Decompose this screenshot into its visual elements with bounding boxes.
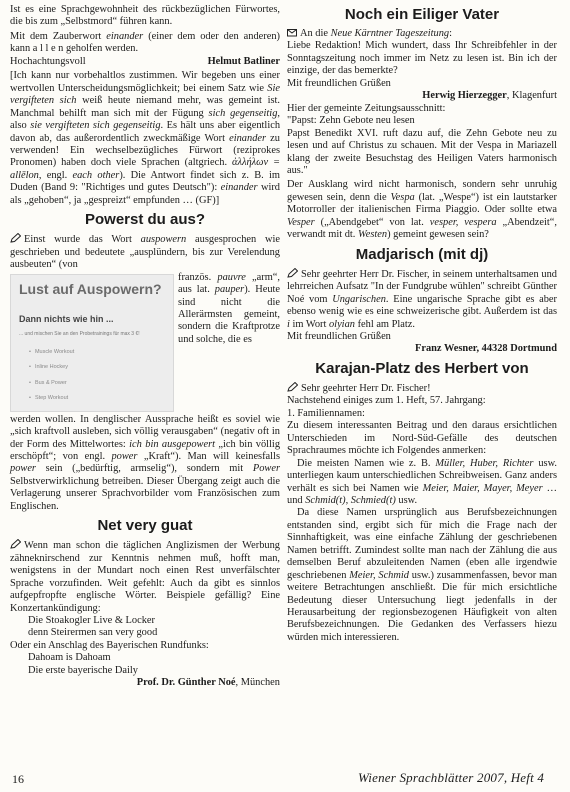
- quote-line: Dahoam is Dahoam: [28, 652, 111, 664]
- ad-title: Lust auf Auspowern?: [19, 280, 162, 297]
- letter-icon: [287, 28, 297, 37]
- paragraph: Hier der gemeinte Zeitungsausschnitt:: [287, 102, 446, 114]
- journal-footer: Wiener Sprachblätter 2007, Heft 4: [358, 770, 545, 785]
- signature: Franz Wesner, 44328 Dortmund: [414, 343, 557, 355]
- paragraph: Mit freundlichen Grüßen: [287, 330, 391, 342]
- paragraph: Da diese Namen ursprünglich aus Berufsbezeichnungen entstanden sind, ergibt sich für mich die Frage nach der Sinnhaftigkeit, was eine einfache Zählung der geschriebenen Namen betrifft. Zumindest sollte man nach der Zählung die aus demselben Beruf abzuleitenden Namen (eben alle irgendwie geschriebenen Meier, Schmid usw.) zusammenfassen, bevor man weitere Betrachtungen anschließt. Die für mich ersichtliche Bedeutung dieser Untersuchung liegt jedenfalls in der Herausarbeitung der regionsbezogenen Häufigkeit von alten Berufsbezeichnungen. Die Gedanken des Verfassers hiezu würden mich interessieren.: [287, 507, 557, 643]
- paragraph: Mit dem Zauberwort einander (einer dem oder den anderen) kann a l l e n geholfen werden.: [10, 30, 280, 55]
- paragraph: Der Ausklang wird nicht harmonisch, sondern sehr unruhig gewesen sein, denn die Vespa (lat. „Wespe“) ist ein lautstarker Motorroller der italienischen Firma Piaggio. Oder sollte etwa Vesper („Abendgebet“ von lat. vesper, vespera „Abendzeit“, verwandt mit dt. Westen) gemeint gewesen sein?: [287, 179, 557, 241]
- paragraph: Die meisten Namen wie z. B. Müller, Huber, Richter usw. unterliegen kaum unterschiedlichen Schreibweisen. Ganz anders verhält es sich bei Namen wie Meier, Maier, Mayer, Meyer … und Schmid(t), Schmied(t) usw.: [287, 457, 558, 506]
- section-heading: Noch ein Eiliger Vater: [344, 6, 500, 23]
- paragraph: Nachstehend einiges zum 1. Heft, 57. Jahrgang:: [287, 395, 486, 407]
- ad-subtitle: Dann nichts wie hin ...: [19, 314, 114, 325]
- pen-icon: [10, 233, 21, 243]
- section-heading: Net very guat: [97, 517, 193, 535]
- editor-comment: [Ich kann nur vorbehaltlos zustimmen. Wir begeben uns einer wertvollen Unterscheidungsmöglichkeit; bei einem Satz wie Sie vergifteten sich weiß heute niemand mehr, was gemeint ist. Manchmal behilft man sich mit der Fügung sich gegenseitig, also sie vergifteten sich gegenseitig. Es hält uns aber eigentlich davon ab, das außerordentlich zweckmäßige Wort einander zu verwenden! Ein wechselbezügliches Fürwort (reziprokes Pronomen) haben doch viele Sprachen (altgriech. ἀλλήλων = allēlon, engl. each other). Die Antwort findet sich z. B. im Duden (Band 9: "Richtiges und gutes Deutsch"): einander wird als „gehoben“, ja „gespreizt“ empfunden … (GF)]: [10, 70, 281, 206]
- section-heading: Madjarisch (mit dj): [355, 245, 489, 263]
- paragraph: Oder ein Anschlag des Bayerischen Rundfunks:: [10, 639, 209, 651]
- ad-list-item: • Bus & Power: [29, 377, 165, 389]
- right-column: [287, 4, 557, 644]
- paragraph: An die Neue Kärntner Tageszeitung:: [287, 28, 557, 40]
- paragraph: französ. pauvre „arm“, aus lat. pauper). Heute sind nicht die Allerärmsten gemeint, sondern die Kraftprotze und solche, die es: [178, 271, 281, 345]
- section-heading: Karajan-Platz des Herbert von: [315, 359, 529, 377]
- quote-line: Die erste bayerische Daily: [28, 664, 138, 676]
- paragraph: Mit freundlichen Grüßen: [287, 77, 391, 89]
- quote-line: denn Steirermen san very good: [28, 627, 158, 639]
- list-heading: 1. Familiennamen:: [287, 407, 365, 419]
- quote-line: "Papst: Zehn Gebote neu lesen: [287, 115, 415, 127]
- paragraph: werden wollen. In denglischer Aussprache heißt es soviel wie „sich kraftvoll ausleben, sich völlig verausgaben“ (negativ oft in der Form des Mittelwortes: ich bin ausgepowert „ich bin völlig erschöpft“; von engl. power „Kraft“). Man will keinesfalls power sein („bedürftig, armselig“), sondern mit Power Selbstverwirklichung betreiben. Dieser Übergang zeigt auch die Verlagerung unserer Sprachvorbilder vom Französischen zum Englischen.: [10, 413, 281, 512]
- pen-icon: [287, 382, 298, 392]
- pen-icon: [10, 539, 21, 549]
- ad-list-item: [29, 408, 165, 412]
- quote-line: Die Stoakogler Live & Locker: [28, 614, 155, 626]
- ad-list-item: • Muscle Workout: [29, 346, 165, 358]
- ad-list-item: • Inline Hockey: [29, 361, 165, 373]
- left-column: [10, 4, 280, 690]
- paragraph: Sehr geehrter Herr Dr. Fischer!: [287, 382, 557, 395]
- paragraph: Zu diesem interessanten Beitrag und den daraus ersichtlichen Unterschieden im Nord-Süd-Gefälle des deutschen Sprachraumes möchte ich Folgendes anmerken:: [287, 420, 557, 457]
- paragraph: Sehr geehrter Herr Dr. Fischer, in seinem unterhaltsamen und lehrreichen Aufsatz "In der Fundgrube wühlen" schreibt Günther Noé vom Ungarischen. Eine ungarische Sprache gibt es aber ebenso wenig wie es eine schweizerische gibt. Außerdem ist das i im Wort olyian fehl am Platz.: [287, 268, 557, 330]
- ad-list-item: • Step Workout: [29, 392, 165, 404]
- signature: Herwig Hierzegger, Klagenfurt: [422, 90, 557, 102]
- ad-wrap: [10, 272, 280, 414]
- ad-small-text: ... und mischen Sie an den Probetrainings für max 3 €!: [19, 330, 140, 337]
- signature: Prof. Dr. Günther Noé, München: [136, 677, 280, 689]
- ad-list: [19, 346, 165, 412]
- paragraph: Ist es eine Sprachgewohnheit des rückbezüglichen Fürwortes, die bis zum „Selbstmord“ führen kann.: [10, 4, 280, 28]
- paragraph: Einst wurde das Wort auspowern ausgesprochen wie geschrieben und bedeutete „ausplündern, bis zur Verelendung ausbeuten“ (von: [10, 234, 280, 271]
- paragraph: Papst Benedikt XVI. ruft dazu auf, die Zehn Gebote neu zu lesen und auf Christus zu schauen. Mit der Vespa in Mariazell klang der zweite Besuchstag des Heiligen Vaters harmonisch aus.": [287, 127, 557, 176]
- page-number: 16: [12, 772, 24, 786]
- pen-icon: [287, 268, 298, 278]
- signature: Hochachtungsvoll Helmut Batliner: [10, 55, 280, 67]
- paragraph: Liebe Redaktion! Mich wundert, dass Ihr Schreibfehler in der Sonntagszeitung noch immer im Netz zu lesen ist. Bin ich der einzige, der das bemerkte?: [287, 40, 557, 77]
- advertisement-image: [10, 274, 174, 412]
- section-heading: Powerst du aus?: [84, 211, 206, 229]
- paragraph: Wenn man schon die täglichen Anglizismen der Werbung zähneknirschend zur Kenntnis nehmen muß, hofft man, wenigstens in der Mundart noch einen Rest unverfälschter Sprache vorzufinden. Weit gefehlt: Auch da gibt es sinnlos aufgepfropfte englische Wörter. Beispiele gefällig? Eine Konzertankündigung:: [10, 540, 280, 614]
